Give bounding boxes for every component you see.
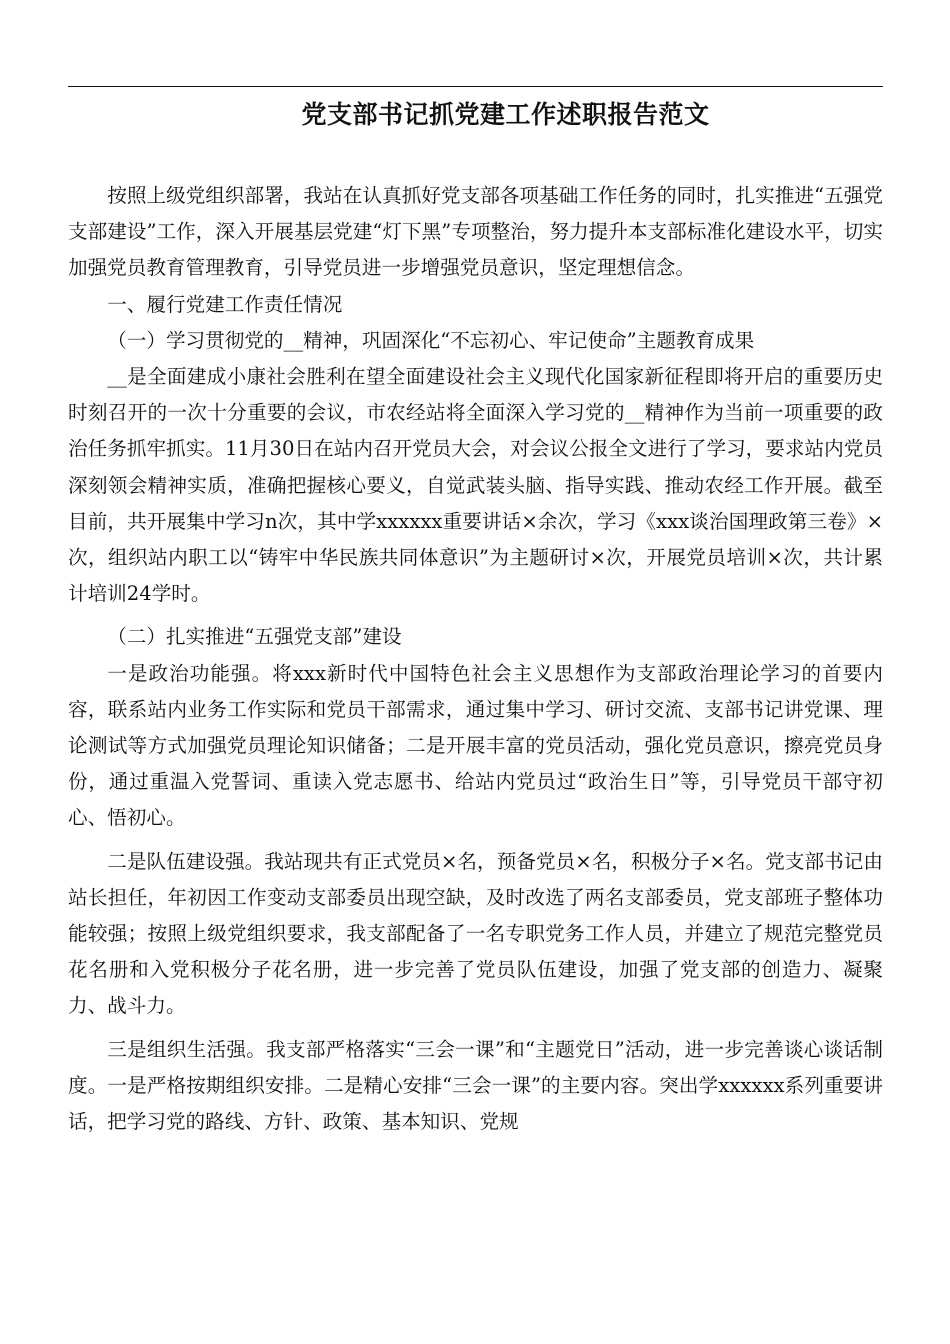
subsection-heading-1: （一）学习贯彻党的__精神，巩固深化“不忘初心、牢记使命”主题教育成果 — [107, 328, 755, 352]
paragraph-organization: 三是组织生活强。我支部严格落实“三会一课”和“主题党日”活动，进一步完善谈心谈话制度。一是严格按期组织安排。二是精心安排“三会一课”的主要内容。突出学xxxxxx系列重要讲话，把学习党的路线、方针、政策、基本知识、党规 — [68, 1037, 883, 1134]
paragraph-political: 一是政治功能强。将xxx新时代中国特色社会主义思想作为支部政治理论学习的首要内容，联系站内业务工作实际和党员干部需求，通过集中学习、研讨交流、支部书记讲党课、理论测试等方式加强党员理论知识储备；二是开展丰富的党员活动，强化党员意识，擦亮党员身份，通过重温入党誓词、重读入党志愿书、给站内党员过“政治生日”等，引导党员干部守初心、悟初心。 — [68, 661, 883, 830]
section-heading-1: 一、履行党建工作责任情况 — [107, 292, 343, 316]
document-body — [68, 178, 883, 1140]
subsection-heading-2: （二）扎实推进“五强党支部”建设 — [107, 625, 402, 649]
paragraph-study: __是全面建成小康社会胜利在望全面建设社会主义现代化国家新征程即将开启的重要历史时刻召开的一次十分重要的会议，市农经站将全面深入学习党的__精神作为当前一项重要的政治任务抓牢抓实。11月30日在站内召开党员大会，对会议公报全文进行了学习，要求站内党员深刻领会精神实质，准确把握核心要义，自觉武装头脑、指导实践、推动农经工作开展。截至目前，共开展集中学习n次，其中学xxxxxx重要讲话×余次，学习《xxx谈治国理政第三卷》×次，组织站内职工以“铸牢中华民族共同体意识”为主题研讨×次，开展党员培训×次，共计累计培训24学时。 — [68, 365, 883, 606]
document-title: 党支部书记抓党建工作述职报告范文 — [301, 100, 710, 129]
header-rule — [68, 86, 883, 87]
paragraph-intro: 按照上级党组织部署，我站在认真抓好党支部各项基础工作任务的同时，扎实推进“五强党支部建设”工作，深入开展基层党建“灯下黑”专项整治，努力提升本支部标准化建设水平，切实加强党员教育管理教育，引导党员进一步增强党员意识，坚定理想信念。 — [68, 184, 883, 280]
paragraph-team: 二是队伍建设强。我站现共有正式党员×名，预备党员×名，积极分子×名。党支部书记由站长担任，年初因工作变动支部委员出现空缺，及时改选了两名支部委员，党支部班子整体功能较强；按照上级党组织要求，我支部配备了一名专职党务工作人员，并建立了规范完整党员花名册和入党积极分子花名册，进一步完善了党员队伍建设，加强了党支部的创造力、凝聚力、战斗力。 — [68, 849, 883, 1018]
